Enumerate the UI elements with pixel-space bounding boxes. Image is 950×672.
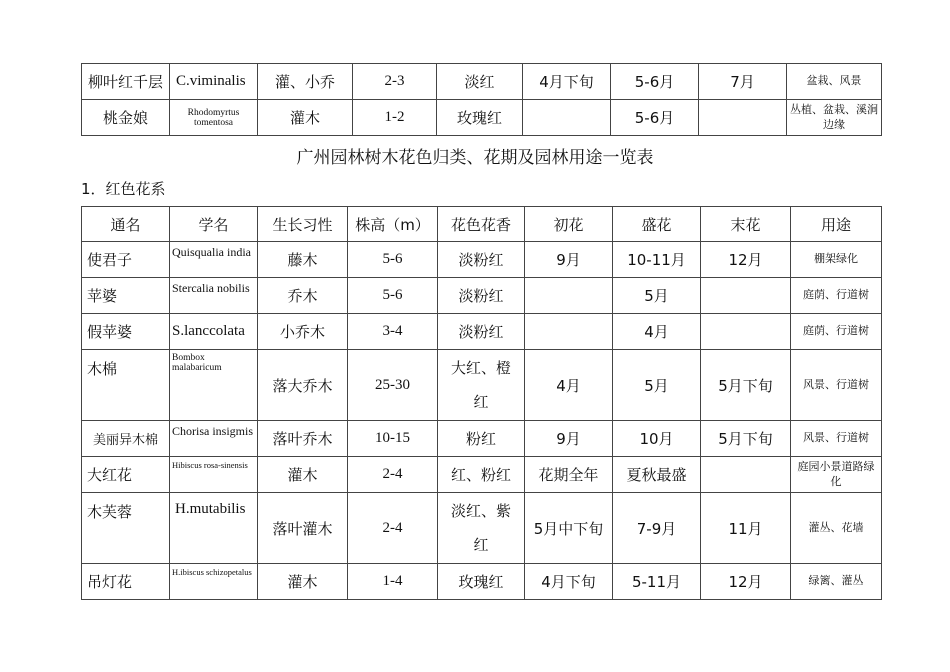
first-bloom [523, 100, 611, 136]
scientific-name: Bombox malabaricum [170, 350, 258, 421]
peak-bloom: 7-9月 [613, 493, 701, 564]
end-bloom [701, 314, 791, 350]
common-name: 柳叶红千层 [82, 64, 170, 100]
common-name: 假苹婆 [82, 314, 170, 350]
plant-height: 2-3 [353, 64, 437, 100]
scientific-name: Quisqualia india [170, 242, 258, 278]
landscape-use: 绿篱、灌丛 [791, 564, 882, 600]
scientific-name: C.viminalis [170, 64, 258, 100]
end-bloom: 5月下旬 [701, 421, 791, 457]
common-name: 木棉 [82, 350, 170, 421]
first-bloom: 9月 [525, 242, 613, 278]
growth-habit: 藤木 [258, 242, 348, 278]
growth-habit: 乔木 [258, 278, 348, 314]
scientific-name: Stercalia nobilis [170, 278, 258, 314]
scientific-name: Rhodomyrtus tomentosa [170, 100, 258, 136]
landscape-use: 丛植、盆栽、溪涧边缘 [787, 100, 882, 136]
table-row [82, 314, 882, 350]
first-bloom: 5月中下旬 [525, 493, 613, 564]
flower-color: 淡粉红 [438, 278, 525, 314]
landscape-use: 盆栽、风景 [787, 64, 882, 100]
landscape-use: 风景、行道树 [791, 421, 882, 457]
growth-habit: 小乔木 [258, 314, 348, 350]
flower-color: 红、粉红 [438, 457, 525, 493]
header-row [82, 207, 882, 242]
common-name: 吊灯花 [82, 564, 170, 600]
common-name: 木芙蓉 [82, 493, 170, 564]
flower-color: 淡红 [437, 64, 523, 100]
common-name: 大红花 [82, 457, 170, 493]
scientific-name: H.ibiscus schizopetalus [170, 564, 258, 600]
page-title: 广州园林树木花色归类、花期及园林用途一览表 [296, 148, 654, 168]
end-bloom [701, 457, 791, 493]
common-name: 桃金娘 [82, 100, 170, 136]
header-cell: 学名 [170, 207, 258, 242]
flower-color: 大红、橙红 [438, 350, 525, 421]
landscape-use: 庭荫、行道树 [791, 314, 882, 350]
plant-height: 2-4 [348, 493, 438, 564]
end-bloom: 12月 [701, 242, 791, 278]
peak-bloom: 5-11月 [613, 564, 701, 600]
end-bloom [699, 100, 787, 136]
peak-bloom: 夏秋最盛 [613, 457, 701, 493]
section-heading: 1．红色花系 [81, 180, 166, 198]
growth-habit: 灌木 [258, 457, 348, 493]
table-row [82, 564, 882, 600]
peak-bloom: 5-6月 [611, 64, 699, 100]
common-name: 使君子 [82, 242, 170, 278]
plant-height: 5-6 [348, 242, 438, 278]
table-row [82, 421, 882, 457]
peak-bloom: 5月 [613, 278, 701, 314]
first-bloom: 4月 [525, 350, 613, 421]
table-row [82, 278, 882, 314]
plant-height: 10-15 [348, 421, 438, 457]
peak-bloom: 5月 [613, 350, 701, 421]
table-row [82, 493, 882, 564]
growth-habit: 灌木 [258, 564, 348, 600]
common-name: 美丽异木棉 [82, 421, 170, 457]
header-cell: 末花 [701, 207, 791, 242]
table-row [82, 64, 882, 100]
first-bloom: 4月下旬 [523, 64, 611, 100]
continued-table [81, 63, 882, 136]
plant-height: 2-4 [348, 457, 438, 493]
plant-height: 25-30 [348, 350, 438, 421]
table-row [82, 350, 882, 421]
first-bloom [525, 278, 613, 314]
flower-color: 玫瑰红 [438, 564, 525, 600]
landscape-use: 灌丛、花墙 [791, 493, 882, 564]
flower-color: 淡红、紫红 [438, 493, 525, 564]
table-row [82, 242, 882, 278]
growth-habit: 落叶乔木 [258, 421, 348, 457]
plant-height: 1-4 [348, 564, 438, 600]
plant-height: 5-6 [348, 278, 438, 314]
first-bloom: 花期全年 [525, 457, 613, 493]
peak-bloom: 5-6月 [611, 100, 699, 136]
scientific-name: Chorisa insigmis [170, 421, 258, 457]
growth-habit: 灌、小乔 [258, 64, 353, 100]
header-cell: 初花 [525, 207, 613, 242]
end-bloom: 5月下旬 [701, 350, 791, 421]
peak-bloom: 4月 [613, 314, 701, 350]
plant-height: 1-2 [353, 100, 437, 136]
landscape-use: 庭荫、行道树 [791, 278, 882, 314]
scientific-name: Hibiscus rosa-sinensis [170, 457, 258, 493]
header-cell: 用途 [791, 207, 882, 242]
flower-color: 淡粉红 [438, 242, 525, 278]
flower-color: 粉红 [438, 421, 525, 457]
header-cell: 盛花 [613, 207, 701, 242]
peak-bloom: 10-11月 [613, 242, 701, 278]
first-bloom: 9月 [525, 421, 613, 457]
header-cell: 生长习性 [258, 207, 348, 242]
table-row [82, 100, 882, 136]
flower-color: 淡粉红 [438, 314, 525, 350]
landscape-use: 风景、行道树 [791, 350, 882, 421]
growth-habit: 灌木 [258, 100, 353, 136]
plant-height: 3-4 [348, 314, 438, 350]
scientific-name: S.lanccolata [170, 314, 258, 350]
common-name: 苹婆 [82, 278, 170, 314]
landscape-use: 棚架绿化 [791, 242, 882, 278]
header-cell: 通名 [82, 207, 170, 242]
flower-table [81, 206, 882, 600]
growth-habit: 落叶灌木 [258, 493, 348, 564]
end-bloom [701, 278, 791, 314]
first-bloom: 4月下旬 [525, 564, 613, 600]
header-cell: 株高（m） [348, 207, 438, 242]
header-cell: 花色花香 [438, 207, 525, 242]
peak-bloom: 10月 [613, 421, 701, 457]
end-bloom: 12月 [701, 564, 791, 600]
table-row [82, 457, 882, 493]
landscape-use: 庭园小景道路绿化 [791, 457, 882, 493]
flower-color: 玫瑰红 [437, 100, 523, 136]
growth-habit: 落大乔木 [258, 350, 348, 421]
first-bloom [525, 314, 613, 350]
end-bloom: 7月 [699, 64, 787, 100]
end-bloom: 11月 [701, 493, 791, 564]
scientific-name: H.mutabilis [170, 493, 258, 564]
